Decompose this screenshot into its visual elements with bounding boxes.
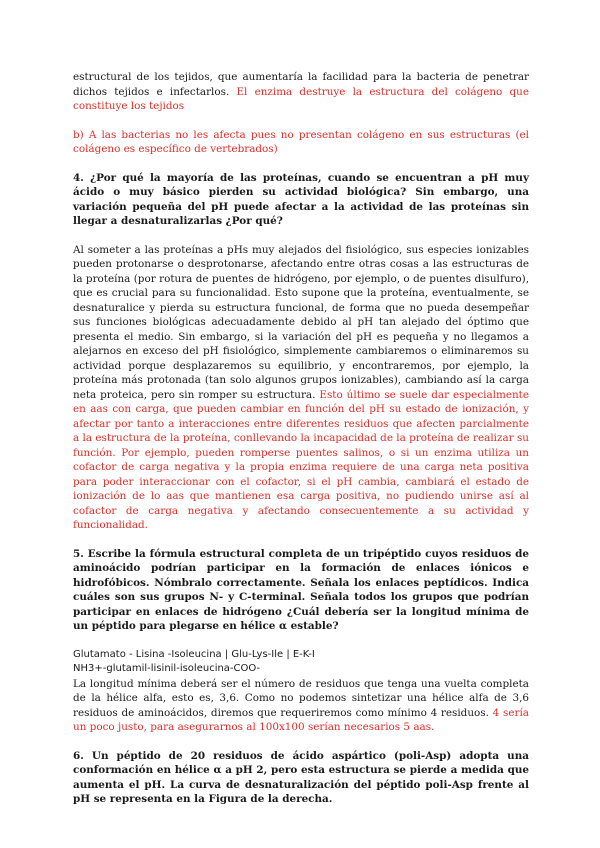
answer-5	[73, 677, 529, 735]
answer-4	[73, 243, 529, 533]
question-6	[73, 749, 529, 807]
answer-4-red-text: Esto último se suele dar especialmente en aas con carga, que pueden cambiar en función del pH su estado de ionización, y afectar por tanto a interacciones entre diferentes residuos que afecten parcialmente a la estructura de la proteína, conllevando la incapacidad de la proteína de realizar su función. Por ejemplo, pueden romperse puentes salinos, o si un enzima utiliza un cofactor de carga negativa y la propia enzima requiere de una carga neta positiva para poder interaccionar con el cofactor, si el pH cambia, cambiará el estado de ionización de lo aas que mantienen esa carga positiva, no pudiendo unirse así al cofactor de carga negativa y afectando consecuentemente a su actividad y funcionalidad.	[73, 388, 529, 531]
question-6-text-end: a pH 2, pero esta estructura se pierde a medida que aumenta el pH. La curva de desnaturalización del péptido poli-Asp frente al pH se representa en la Figura de la derecha.	[73, 764, 530, 805]
tripeptide-formula: NH3+-glutamil-lisinil-isoleucina-COO-	[73, 663, 261, 674]
question-4: 4. ¿Por qué la mayoría de las proteínas, cuando se encuentran a pH muy ácido o muy básico pierden su actividad biológica? Sin embargo, una variación pequeña del pH puede afectar a la actividad de las proteínas sin llegar a desnaturalizarlas ¿Por qué?	[73, 171, 529, 227]
tripeptide-names: Glutamato - Lisina -Isoleucina | Glu-Lys-Ile | E-K-I	[73, 648, 315, 660]
question-5-text: 5. Escribe la fórmula estructural completa de un tripéptido cuyos residuos de aminoácido podrían participar en la formación de enlaces iónicos e hidrofóbicos. Nómbralo correctamente. Señala los enlaces peptídicos. Indica cuáles son sus grupos N- y C-terminal. Señala todos los grupos que podrían participar en enlaces de hidrógeno ¿Cuál debería ser la longitud mínima de un péptido para plegarse en hélice	[73, 547, 529, 632]
answer-text-red: El enzima destruye la estructura del colágeno que constituye los tejidos	[73, 85, 529, 112]
paragraph-text: estructural de los tejidos, que aumentaría la facilidad para la bacteria de penetrar dichos tejidos e infectarlos.	[73, 71, 529, 98]
question-5-text-end: estable?	[290, 620, 339, 632]
answer-4-text: Al someter a las proteínas a pHs muy alejados del fisiológico, sus especies ionizables pueden protonarse o desprotonarse, afectando entre otras cosas a las estructuras de la proteína (por rotura de puentes de hidrógeno, por ejemplo, o de puentes disulfuro), que es crucial para su funcionalidad. Esto supone que la proteína, eventualmente, se desnaturalice y pierda su estructura funcional, de forma que no pueda desempeñar sus funciones biológicas adecuadamente debido al pH tan alejado del óptimo que presenta el medio. Sin embargo, si la variación del pH es pequeña y no llegamos a alejarnos en exceso del pH fisiológico, simplemente cambiaremos o eliminaremos su actividad porque desplazaremos su equilibrio, y encontraremos, por ejemplo, la proteína más protonada (tan solo algunos grupos ionizables), cambiando así la carga neta proteica, pero sin romper su estructura.	[73, 243, 529, 401]
paragraph-enzyme-answer	[73, 70, 529, 114]
answer-5-text: La longitud mínima deberá ser el número de residuos que tenga una vuelta completa de la hélice alfa, esto es, 3,6. Como no podemos sintetizar una hélice alfa de 3,6 residuos de aminoácidos, diremos que requeriremos como mínimo 4 residuos.	[73, 677, 529, 719]
alpha-symbol: α	[279, 620, 288, 632]
question-6-text: 6. Un péptido de 20 residuos de ácido aspártico (poli-Asp) adopta una conformación en hélice	[73, 749, 529, 776]
answer-b: b) A las bacterias no les afecta pues no presentan colágeno en sus estructuras (el colágeno es específico de vertebrados)	[73, 128, 529, 155]
answer-5-red-text: 4 sería un poco justo, para asegurarnos al 100x100 serían necesarios 5 aas.	[73, 706, 529, 733]
alpha-symbol: α	[213, 764, 222, 776]
question-5	[73, 547, 529, 634]
document-page	[73, 70, 529, 807]
